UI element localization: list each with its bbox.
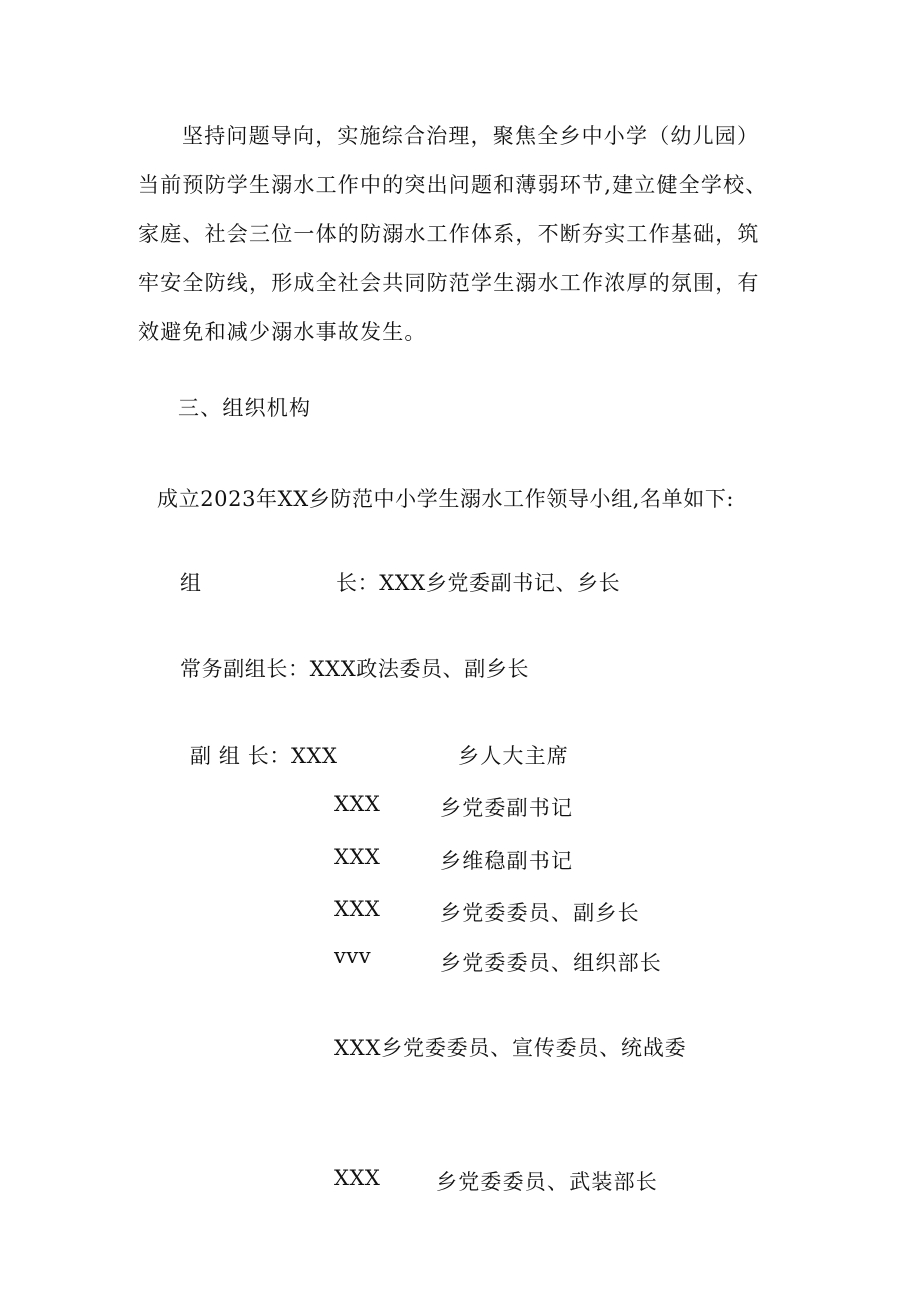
paragraph-line: 家庭、社会三位一体的防溺水工作体系，不断夯实工作基础，筑 (138, 222, 760, 246)
section-heading: 三、组织机构 (178, 396, 312, 420)
paragraph-line: 当前预防学生溺水工作中的突出问题和薄弱环节,建立健全学校、 (138, 173, 768, 197)
member-role: 乡党委委员、武装部长 (436, 1170, 658, 1194)
deputy-label: 副 组 长：XXX (190, 744, 338, 768)
deputy-role: 乡人大主席 (458, 744, 569, 768)
member-name: vvv (334, 944, 372, 968)
paragraph-line: 牢安全防线，形成全社会共同防范学生溺水工作浓厚的氛围，有 (138, 271, 760, 295)
member-name: XXX (334, 845, 381, 869)
member-role: 乡维稳副书记 (440, 849, 574, 873)
leader-label: 组 (180, 571, 203, 595)
member-long-entry: XXX乡党委委员、宣传委员、统战委 (334, 1036, 687, 1060)
member-name: XXX (334, 792, 381, 816)
paragraph-line: 效避免和减少溺水事故发生。 (138, 320, 427, 344)
member-role: 乡党委委员、副乡长 (440, 901, 640, 925)
leader-entry: 长：XXX乡党委副书记、乡长 (336, 571, 621, 595)
body-paragraph (138, 112, 798, 357)
paragraph-line: 坚持问题导向，实施综合治理，聚焦全乡中小学（幼儿园） (182, 124, 760, 148)
executive-deputy-entry: 常务副组长：XXX政法委员、副乡长 (180, 657, 530, 681)
intro-line: 成立2023年XX乡防范中小学生溺水工作领导小组,名单如下: (157, 487, 735, 511)
member-role: 乡党委委员、组织部长 (440, 951, 662, 975)
member-name: XXX (334, 1166, 381, 1190)
member-role: 乡党委副书记 (440, 796, 574, 820)
member-name: XXX (334, 897, 381, 921)
